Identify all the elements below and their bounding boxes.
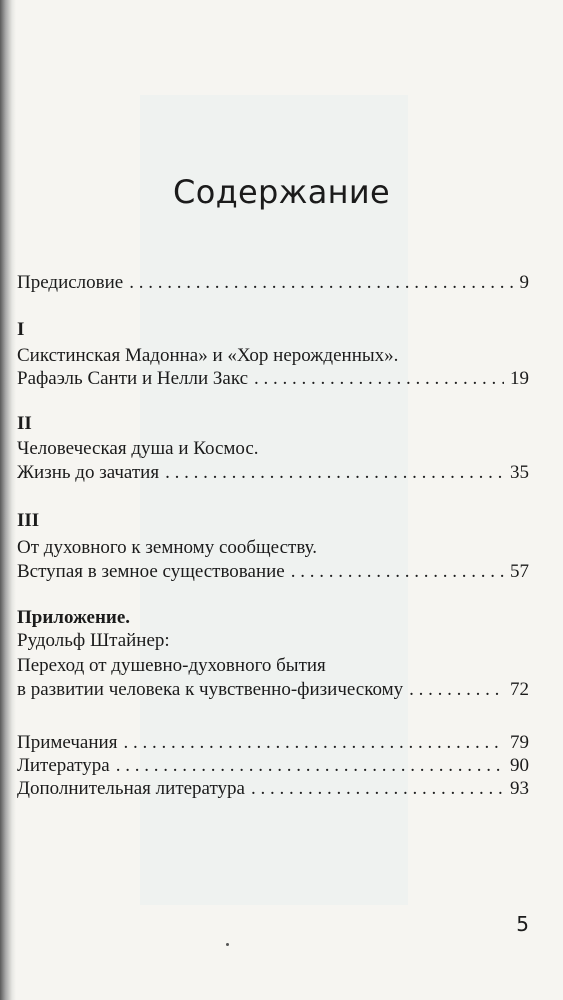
toc-entry-label: Предисловие	[17, 272, 124, 293]
toc-entry-label: Литература	[17, 755, 110, 776]
page-number: 5	[516, 912, 529, 936]
section-numeral: III	[17, 510, 40, 531]
toc-page-number: 57	[510, 561, 529, 582]
dot-leader	[129, 271, 513, 295]
toc-entry-additional-literature	[17, 777, 529, 801]
dot-leader	[409, 678, 504, 702]
toc-entry-appendix	[17, 678, 529, 702]
toc-page-number: 19	[510, 368, 529, 389]
toc-entry-preface	[17, 271, 529, 295]
toc-page-number: 90	[510, 755, 529, 776]
toc-entry-section-2	[17, 461, 529, 485]
toc-page-number: 72	[510, 679, 529, 700]
dot-leader	[254, 367, 504, 391]
toc-entry-line: Сикстинская Мадонна» и «Хор нерожденных».	[17, 345, 399, 366]
dot-leader	[291, 560, 504, 584]
toc-entry-section-1	[17, 367, 529, 391]
toc-page-number: 9	[519, 272, 529, 293]
toc-page-number: 35	[510, 462, 529, 483]
toc-entry-label: Дополнительная литература	[17, 778, 245, 799]
toc-entry-label: в развитии человека к чувственно-физическому	[17, 679, 404, 700]
toc-entry-literature	[17, 754, 529, 778]
section-numeral: II	[17, 413, 32, 434]
toc-entry-label: Вступая в земное существование	[17, 561, 285, 582]
toc-entry-label: Примечания	[17, 732, 118, 753]
toc-entry-line: Рудольф Штайнер:	[17, 630, 170, 651]
page-title: Содержание	[173, 173, 390, 211]
toc-entry-section-3	[17, 560, 529, 584]
toc-entry-label: Жизнь до зачатия	[17, 462, 160, 483]
gutter-shadow	[0, 0, 16, 1000]
toc-entry-notes	[17, 731, 529, 755]
toc-entry-label: Рафаэль Санти и Нелли Закс	[17, 368, 249, 389]
appendix-heading: Приложение.	[17, 607, 131, 628]
toc-page-number: 93	[510, 778, 529, 799]
toc-page-number: 79	[510, 732, 529, 753]
dot-leader	[251, 777, 504, 801]
dot-leader	[116, 754, 504, 778]
toc-entry-line: Человеческая душа и Космос.	[17, 438, 259, 459]
toc-entry-line: Переход от душевно-духовного бытия	[17, 655, 326, 676]
toc-entry-line: От духовного к земному сообществу.	[17, 537, 317, 558]
print-speck	[226, 943, 229, 946]
dot-leader	[165, 461, 504, 485]
section-numeral: I	[17, 319, 25, 340]
dot-leader	[123, 731, 504, 755]
